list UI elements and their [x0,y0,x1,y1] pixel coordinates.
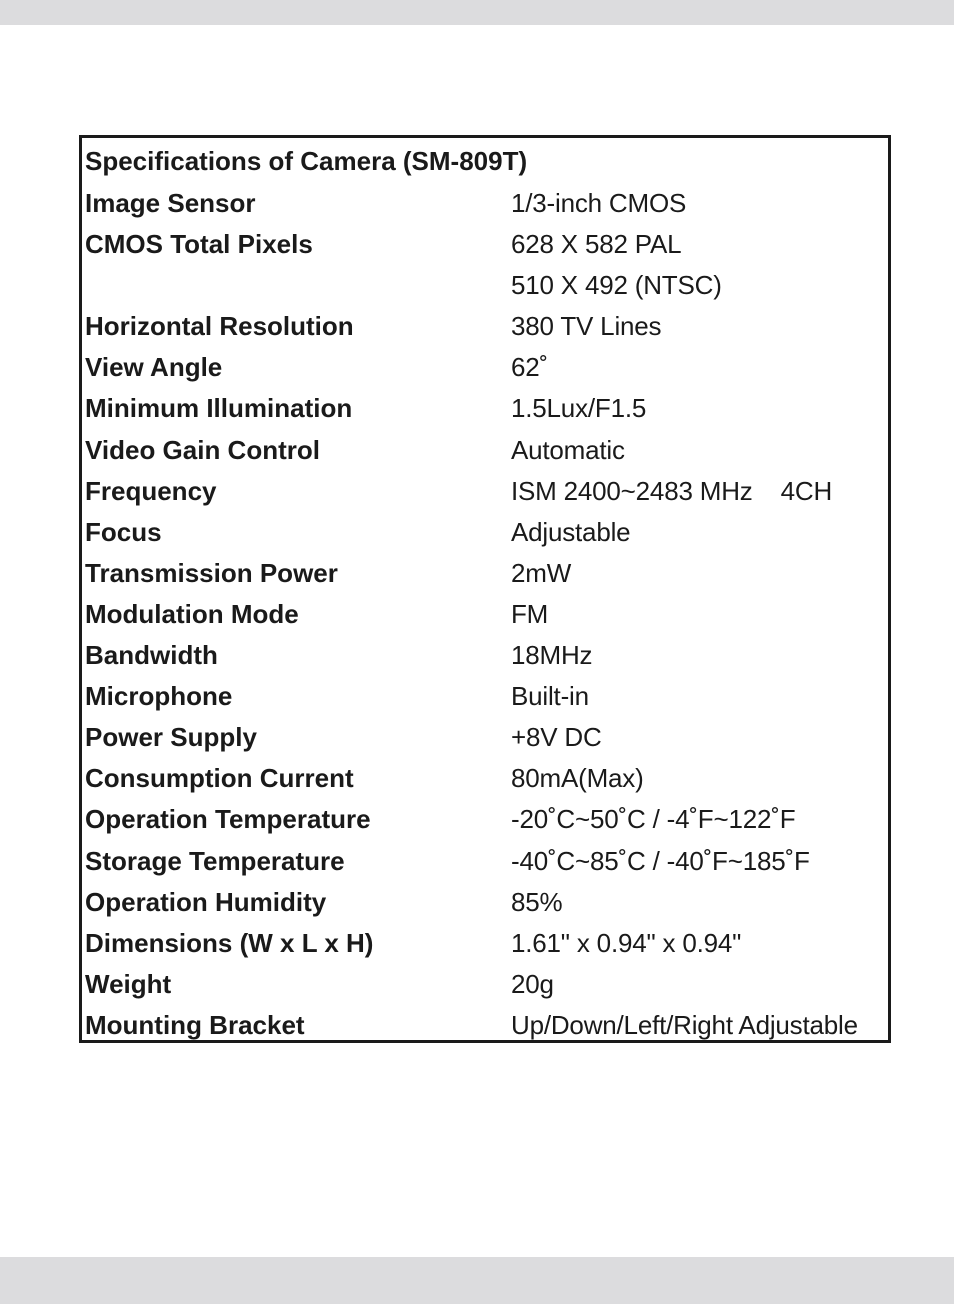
spec-label: Frequency [85,475,217,506]
spec-value: FM [511,598,549,629]
bottom-band [0,1257,954,1304]
spec-label: Storage Temperature [85,845,345,876]
spec-row [82,1010,888,1051]
spec-value: 380 TV Lines [511,311,662,342]
spec-label: Microphone [85,681,233,712]
spec-value: 85% [511,886,563,917]
spec-value: 62˚ [511,352,548,383]
spec-value: Automatic [511,434,625,465]
spec-row [82,517,888,558]
spec-value: 628 X 582 PAL [511,229,682,260]
specifications-table [79,135,891,1043]
spec-value: 18MHz [511,640,593,671]
spec-value: 20g [511,968,554,999]
spec-label: Image Sensor [85,188,256,218]
spec-label: Weight [85,968,172,999]
spec-label: Dimensions (W x L x H) [85,927,374,958]
spec-row [82,887,888,928]
spec-label: Transmission Power [85,557,338,588]
spec-row [82,188,888,229]
spec-row [82,763,888,804]
spec-row [82,681,888,722]
spec-label: View Angle [85,352,223,383]
spec-label: Consumption Current [85,763,354,794]
spec-value: Built-in [511,681,589,712]
spec-row [82,640,888,681]
spec-row [82,229,888,270]
specifications-title: Specifications of Camera (SM-809T) [85,146,528,176]
spec-value: 1/3-inch CMOS [511,188,687,218]
spec-label: Operation Humidity [85,886,327,917]
spec-row [82,722,888,763]
spec-row [82,558,888,599]
spec-value: 1.5Lux/F1.5 [511,393,647,424]
spec-label: Minimum Illumination [85,393,353,424]
spec-label: Video Gain Control [85,434,320,465]
spec-row [82,311,888,352]
spec-value: 510 X 492 (NTSC) [511,270,722,301]
spec-row [82,435,888,476]
spec-row [82,846,888,887]
top-band [0,0,954,25]
spec-label: Power Supply [85,722,257,753]
spec-label: Operation Temperature [85,804,371,835]
spec-value: Up/Down/Left/Right Adjustable [511,1009,858,1040]
spec-label: Focus [85,516,162,547]
spec-value: -40˚C~85˚C / -40˚F~185˚F [511,845,810,876]
spec-row [82,804,888,845]
spec-row [82,969,888,1010]
spec-label: Horizontal Resolution [85,311,354,342]
spec-row [82,928,888,969]
spec-row [82,270,888,311]
spec-value: 80mA(Max) [511,763,644,794]
spec-value: Adjustable [511,516,631,547]
spec-label: Mounting Bracket [85,1009,305,1040]
spec-row [82,599,888,640]
spec-value: ISM 2400~2483 MHz 4CH [511,475,833,506]
spec-value: 2mW [511,557,572,588]
spec-label: CMOS Total Pixels [85,229,313,260]
spec-rows [82,188,888,1051]
spec-label: Bandwidth [85,640,218,671]
spec-row [82,476,888,517]
spec-row [82,393,888,434]
spec-label: Modulation Mode [85,598,299,629]
spec-value: 1.61" x 0.94" x 0.94" [511,927,742,958]
spec-value: +8V DC [511,722,602,753]
spec-value: -20˚C~50˚C / -4˚F~122˚F [511,804,796,835]
spec-row [82,352,888,393]
